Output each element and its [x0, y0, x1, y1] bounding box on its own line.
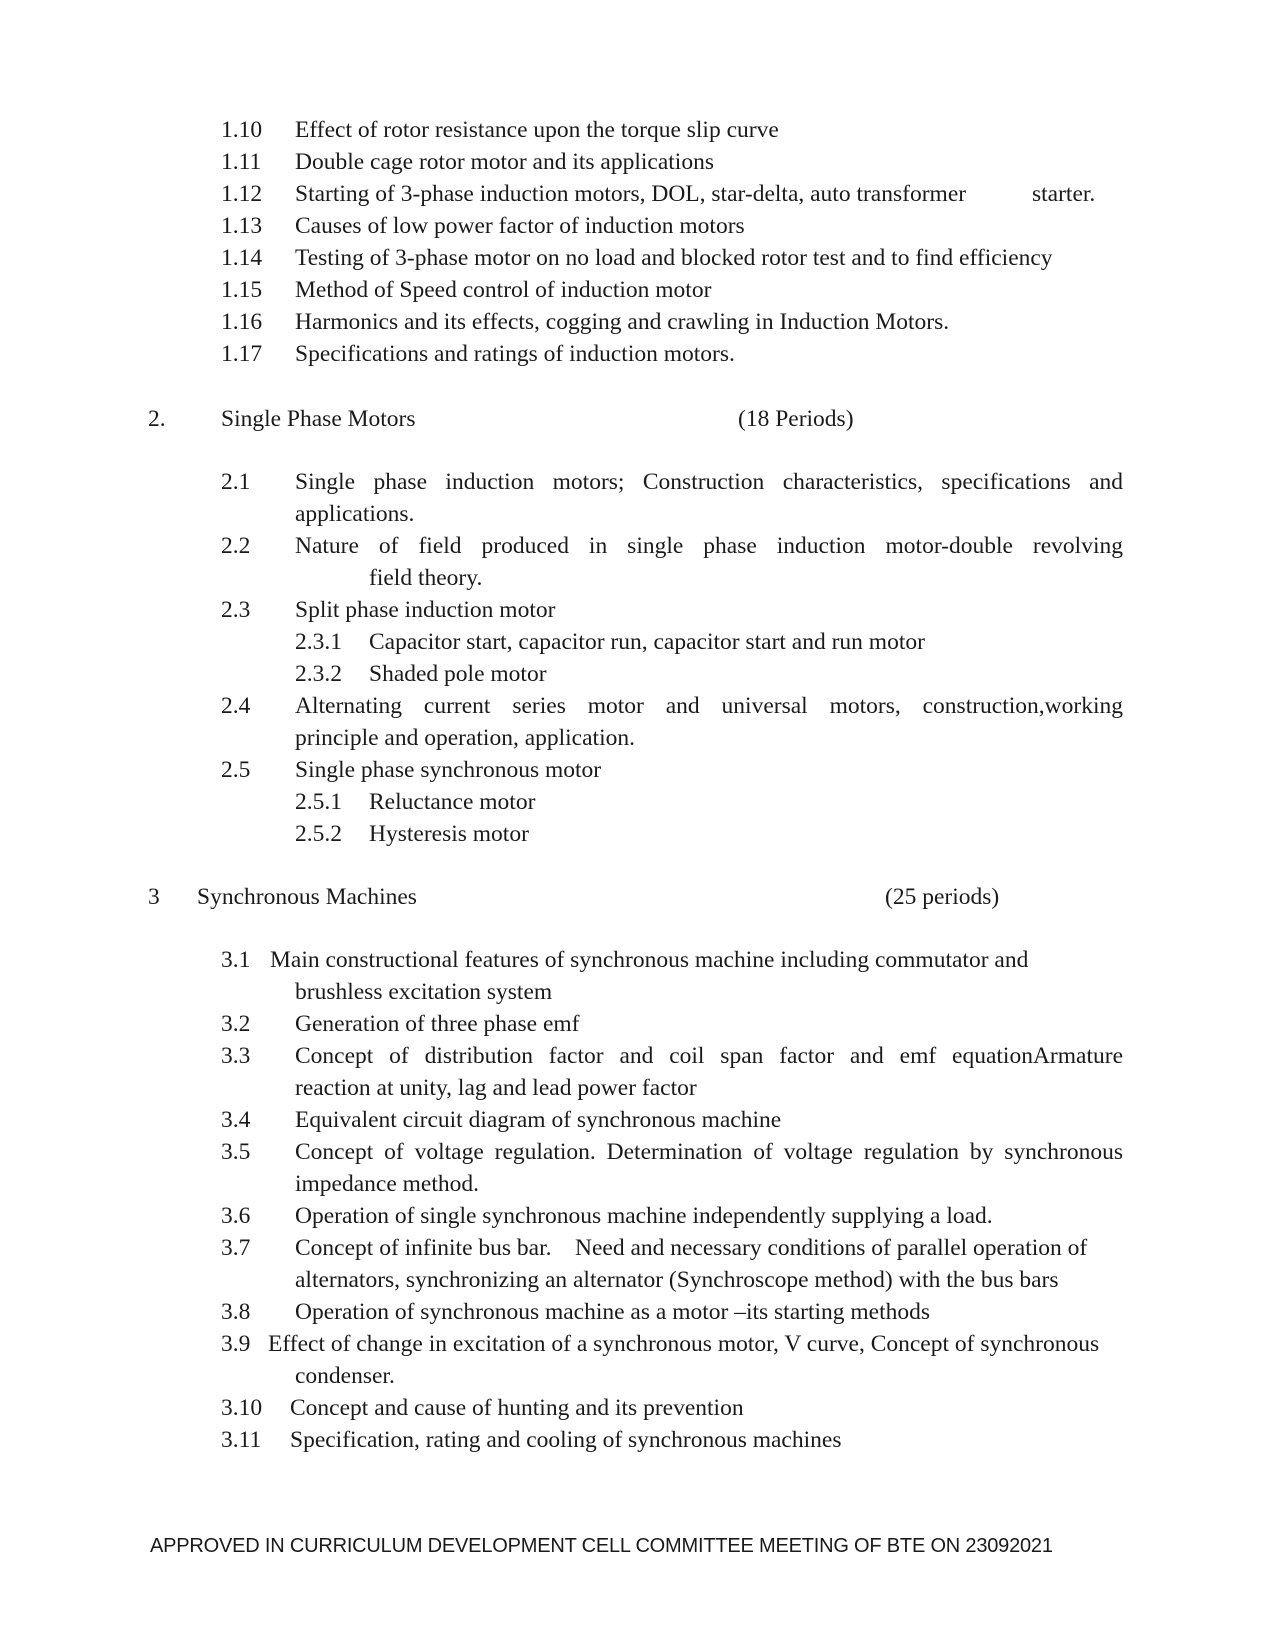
- item-number: 2.2: [221, 533, 251, 559]
- section-number: 3: [148, 884, 160, 910]
- subitem-text: Reluctance motor: [369, 789, 536, 815]
- item-number: 1.11: [221, 149, 262, 175]
- subitem-number: 2.5.1: [295, 789, 342, 815]
- item-text: Method of Speed control of induction motor: [295, 277, 712, 303]
- section-title: Single Phase Motors: [221, 406, 416, 432]
- item-text: Causes of low power factor of induction motors: [295, 213, 745, 239]
- item-number: 1.17: [221, 341, 263, 367]
- item-number: 3.4: [221, 1107, 251, 1133]
- item-text: Concept and cause of hunting and its prevention: [290, 1395, 744, 1421]
- item-text: Effect of change in excitation of a synchronous motor, V curve, Concept of synchronous: [268, 1331, 1100, 1357]
- item-text: Concept of infinite bus bar. Need and necessary conditions of parallel operation of: [295, 1235, 1088, 1261]
- subitem-number: 2.3.2: [295, 661, 342, 687]
- item-text: Single phase synchronous motor: [295, 757, 602, 783]
- item-text: Operation of single synchronous machine independently supplying a load.: [295, 1203, 993, 1229]
- item-text: Generation of three phase emf: [295, 1011, 580, 1037]
- item-number: 2.3: [221, 597, 251, 623]
- item-number: 1.12: [221, 181, 263, 207]
- item-number: 1.16: [221, 309, 263, 335]
- item-number: 3.8: [221, 1299, 251, 1325]
- item-number: 3.3: [221, 1043, 251, 1069]
- approval-footer: APPROVED IN CURRICULUM DEVELOPMENT CELL COMMITTEE MEETING OF BTE ON 23092021: [150, 1535, 1053, 1557]
- item-text-cont: condenser.: [295, 1363, 395, 1389]
- item-text: Double cage rotor motor and its applications: [295, 149, 714, 175]
- item-number: 3.11: [221, 1427, 262, 1453]
- item-text-cont: brushless excitation system: [295, 979, 553, 1005]
- item-number: 3.9: [221, 1331, 251, 1357]
- item-number: 3.5: [221, 1139, 251, 1165]
- item-text: Single phase induction motors; Construction characteristics, specifications and: [295, 469, 1123, 495]
- item-text-cont: applications.: [295, 501, 415, 527]
- subitem-text: Shaded pole motor: [369, 661, 547, 687]
- item-number: 2.1: [221, 469, 251, 495]
- item-number: 1.10: [221, 117, 263, 143]
- item-number: 3.10: [221, 1395, 263, 1421]
- item-text-cont: principle and operation, application.: [295, 725, 635, 751]
- item-text-cont: field theory.: [369, 565, 483, 591]
- item-text: Nature of field produced in single phase induction motor-double revolving: [295, 533, 1123, 559]
- section-periods: (25 periods): [885, 884, 1000, 910]
- item-text: Specifications and ratings of induction motors.: [295, 341, 735, 367]
- item-text: Concept of distribution factor and coil span factor and emf equationArmature: [295, 1043, 1123, 1069]
- item-number: 1.14: [221, 245, 263, 271]
- item-text: Alternating current series motor and universal motors, construction,working: [295, 693, 1123, 719]
- item-text: Starting of 3-phase induction motors, DOL, star-delta, auto transformer: [295, 181, 967, 207]
- item-number: 3.7: [221, 1235, 251, 1261]
- subitem-text: Hysteresis motor: [369, 821, 529, 847]
- item-number: 3.6: [221, 1203, 251, 1229]
- item-number: 1.13: [221, 213, 263, 239]
- section-number: 2.: [148, 406, 166, 432]
- item-text: Concept of voltage regulation. Determination of voltage regulation by synchronous: [295, 1139, 1123, 1165]
- item-text: Equivalent circuit diagram of synchronous machine: [295, 1107, 782, 1133]
- subitem-text: Capacitor start, capacitor run, capacitor start and run motor: [369, 629, 925, 655]
- subitem-number: 2.3.1: [295, 629, 342, 655]
- item-text: Operation of synchronous machine as a motor –its starting methods: [295, 1299, 931, 1325]
- section-periods: (18 Periods): [738, 406, 854, 432]
- item-text: Split phase induction motor: [295, 597, 556, 623]
- item-number: 3.2: [221, 1011, 251, 1037]
- item-text-cont: alternators, synchronizing an alternator (Synchroscope method) with the bus bars: [295, 1267, 1059, 1293]
- item-number: 1.15: [221, 277, 263, 303]
- item-number: 2.5: [221, 757, 251, 783]
- item-text: Main constructional features of synchronous machine including commutator and: [270, 947, 1029, 973]
- item-text-cont: reaction at unity, lag and lead power factor: [295, 1075, 697, 1101]
- item-number: 2.4: [221, 693, 251, 719]
- item-text: Specification, rating and cooling of synchronous machines: [290, 1427, 842, 1453]
- section-title: Synchronous Machines: [197, 884, 417, 910]
- subitem-number: 2.5.2: [295, 821, 342, 847]
- item-text-cont: impedance method.: [295, 1171, 480, 1197]
- item-text-end: starter.: [1032, 181, 1096, 207]
- item-text: Effect of rotor resistance upon the torque slip curve: [295, 117, 779, 143]
- item-number: 3.1: [221, 947, 251, 973]
- item-text: Testing of 3-phase motor on no load and blocked rotor test and to find efficiency: [295, 245, 1053, 271]
- item-text: Harmonics and its effects, cogging and crawling in Induction Motors.: [295, 309, 950, 335]
